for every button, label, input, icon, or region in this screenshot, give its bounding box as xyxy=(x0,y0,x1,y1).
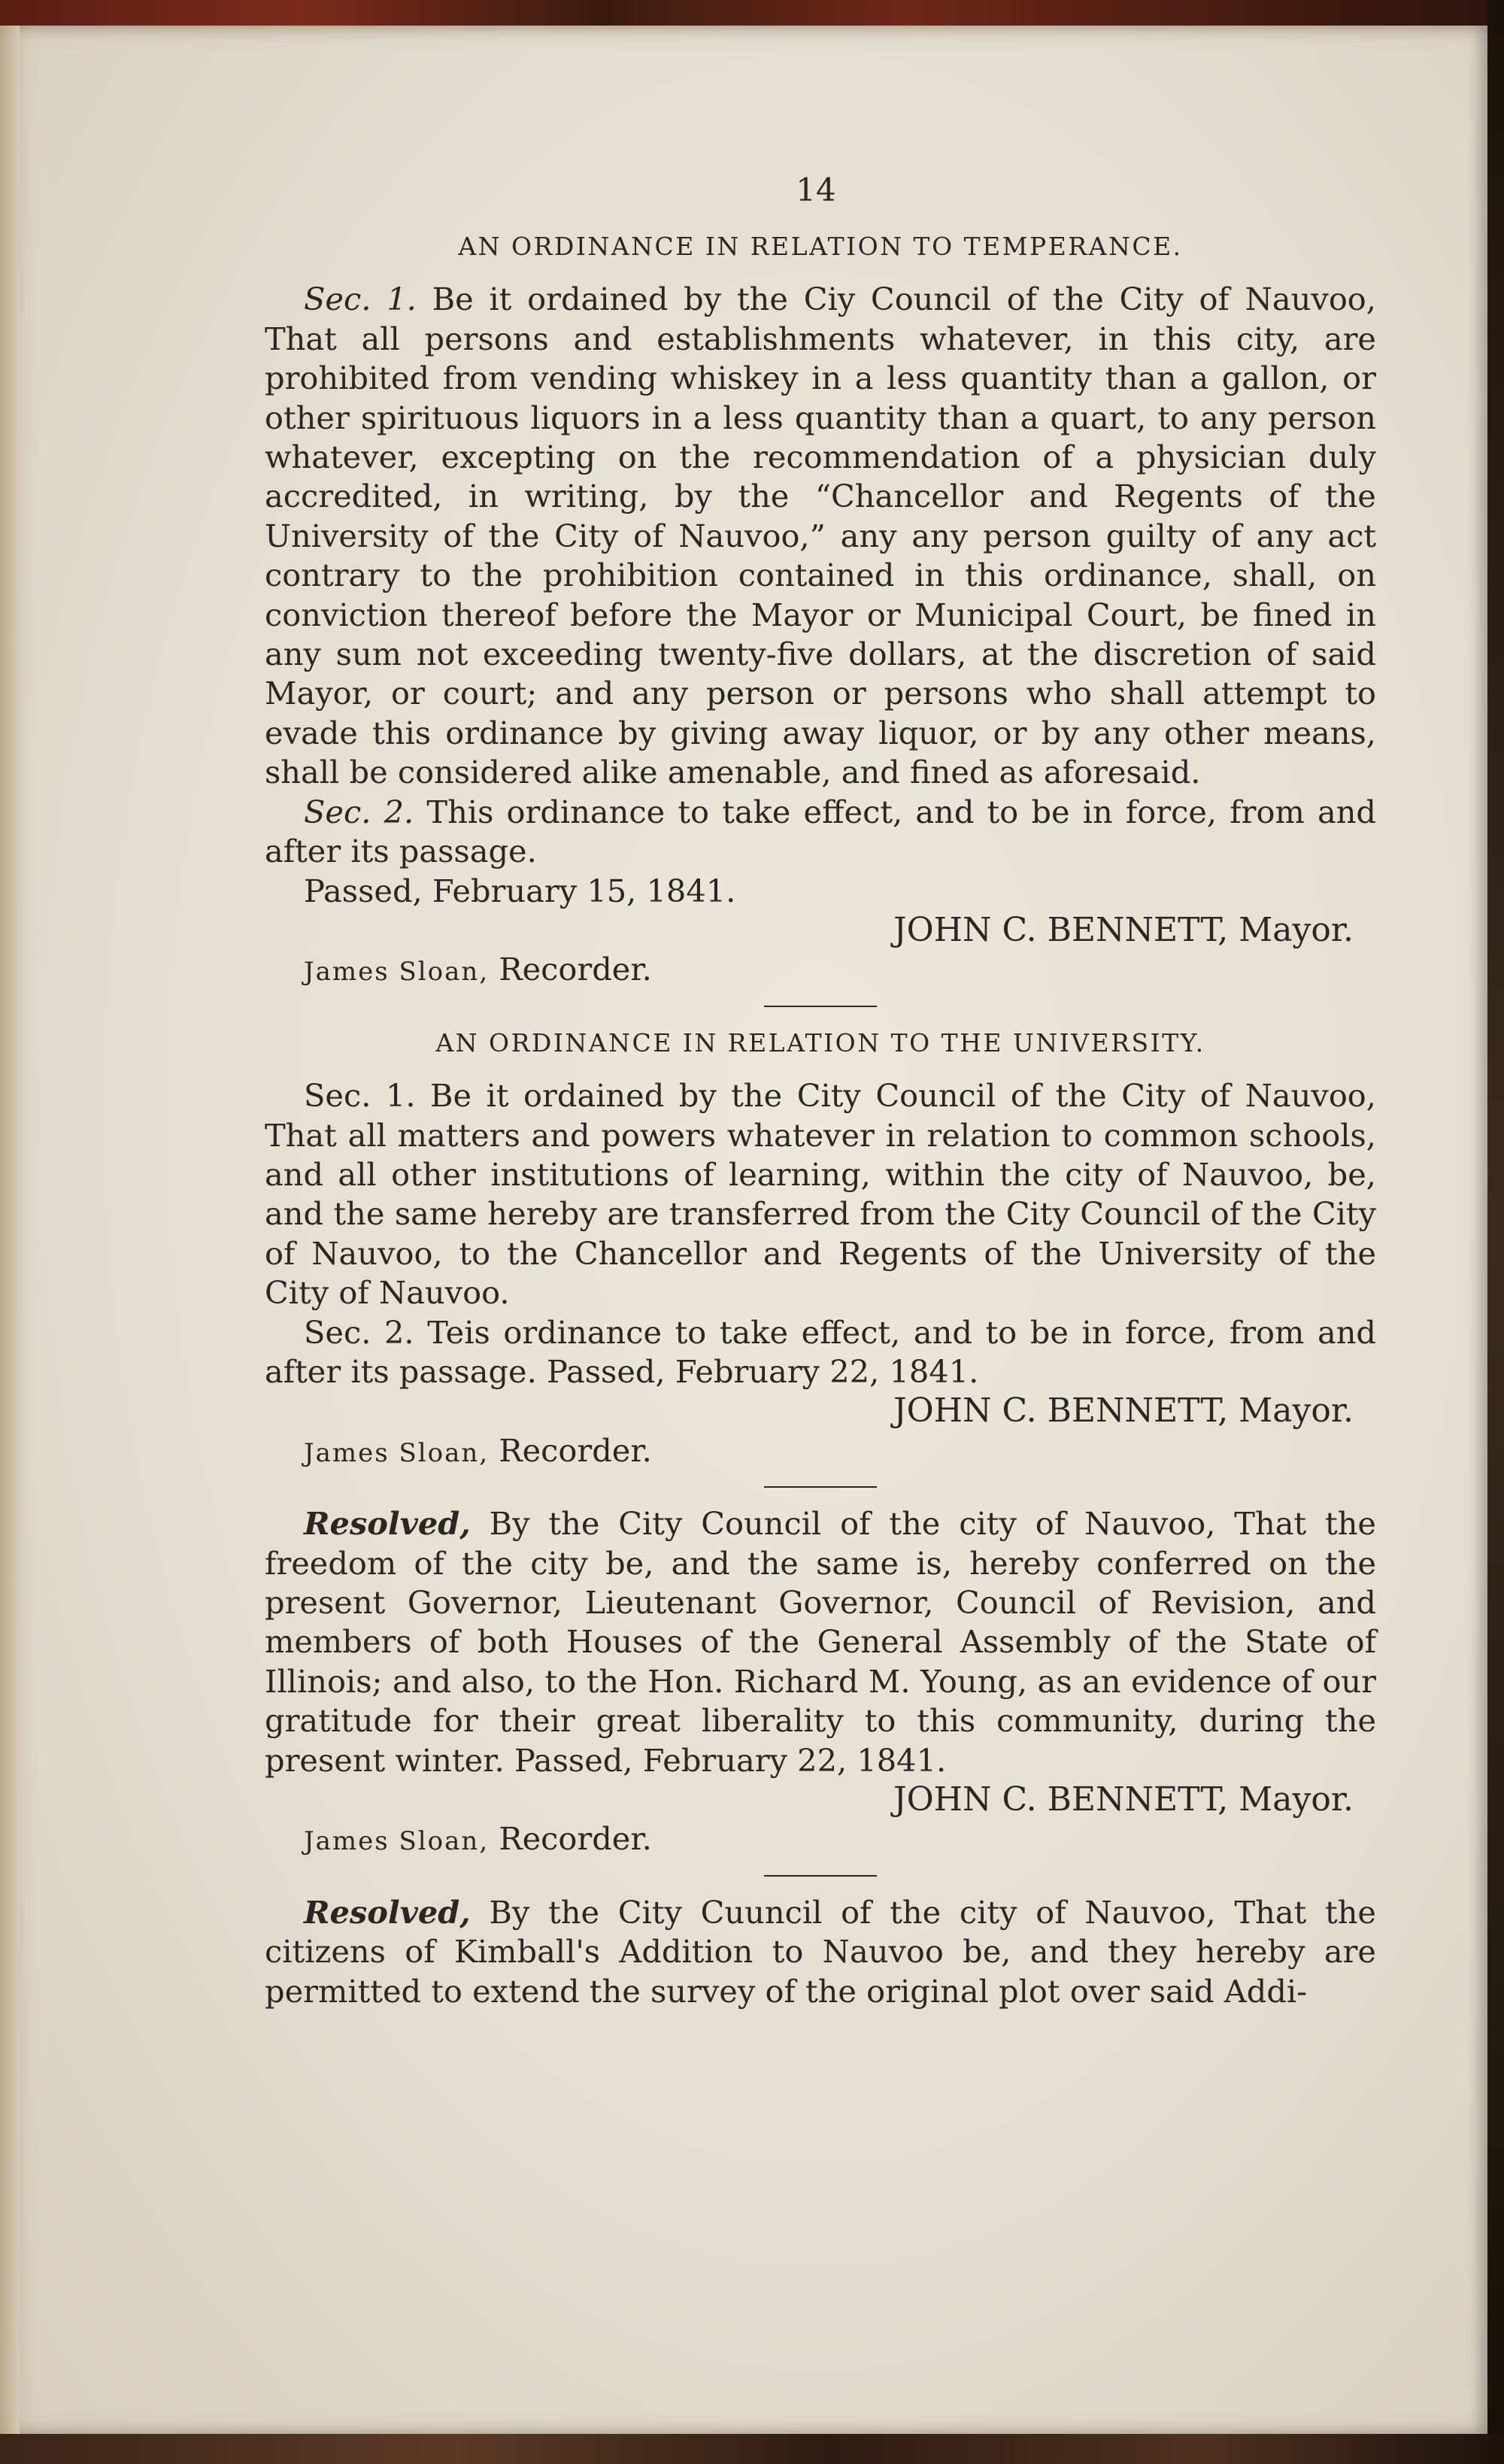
resolution-paragraph xyxy=(265,1893,1376,2011)
resolution-text: By the City Council of the city of Nauvoo, That the freedom of the city be, and the same is, hereby conferred on the present Governor, Lieutenant Governor, Council of Revision, and members of both Houses of the General Assembly of the State of Illinois; and also, to the Hon. Richard M. Young, as an evidence of our gratitude for their great liberality to this community, during the present winter. Passed, February 22, 1841. xyxy=(265,1505,1376,1779)
page-content xyxy=(265,158,1376,2011)
ordinance-heading: AN ORDINANCE IN RELATION TO TEMPERANCE. xyxy=(458,232,1183,261)
recorder-title: Recorder. xyxy=(499,1820,652,1858)
section-divider xyxy=(764,1875,877,1877)
section-divider xyxy=(764,1486,877,1488)
recorder-signature xyxy=(265,1819,1376,1861)
section-label: Sec. 1. xyxy=(304,281,417,318)
section-divider xyxy=(764,1006,877,1007)
resolution-freedom-of-city xyxy=(265,1504,1376,1862)
recorder-title: Recorder. xyxy=(499,1431,652,1469)
section-2-paragraph xyxy=(265,1313,1376,1392)
page-edge-stain xyxy=(0,26,20,2435)
mayor-signature: JOHN C. BENNETT, Mayor. xyxy=(893,1391,1354,1431)
section-label: Sec. 2. xyxy=(304,793,414,830)
book-board-right xyxy=(1487,0,1504,2464)
section-text: Be it ordained by the Ciy Council of the City of Nauvoo, That all persons and establishments whatever, in this city, are prohibited from vending whiskey in a less quantity than a gallon, or other spirituous liquors in a less quantity than a quart, to any person whatever, excepting on the recommendation of a physician duly accredited, in writing, by the “Chancellor and Regents of the University of the City of Nauvoo,” any any person guilty of any act contrary to the prohibition contained in this ordinance, shall, on conviction thereof before the Mayor or Municipal Court, be fined in any sum not exceeding twenty-five dollars, at the discretion of said Mayor, or court; and any person or persons who shall attempt to evade this ordinance by giving away liquor, or by any other means, shall be considered alike amenable, and fined as aforesaid. xyxy=(265,281,1376,791)
ordinance-heading: AN ORDINANCE IN RELATION TO THE UNIVERSITY. xyxy=(435,1027,1205,1058)
ordinance-temperance xyxy=(265,227,1376,992)
section-2-paragraph xyxy=(265,793,1376,872)
page-number: 14 xyxy=(796,171,836,208)
section-label: Sec. 2. xyxy=(304,1313,414,1351)
section-text: Be it ordained by the City Council of the City of Nauvoo, That all matters and powers whatever in relation to common schools, and all other institutions of learning, within the city of Nauvoo, be, and the same hereby are transferred from the City Council of the City of Nauvoo, to the Chancellor and Regents of the University of the City of Nauvoo. xyxy=(265,1077,1376,1312)
resolved-label: Resolved, xyxy=(304,1505,471,1543)
section-label: Sec. 1. xyxy=(304,1077,416,1115)
section-1-paragraph xyxy=(265,280,1376,792)
recorder-signature xyxy=(265,1431,1376,1473)
resolution-paragraph xyxy=(265,1504,1376,1780)
resolved-label: Resolved, xyxy=(304,1893,471,1931)
section-text: Teis ordinance to take effect, and to be in force, from and after its passage. Passed, February 22, 1841. xyxy=(265,1313,1376,1390)
mayor-signature: JOHN C. BENNETT, Mayor. xyxy=(893,1780,1354,1819)
ordinance-university xyxy=(265,1024,1376,1473)
passed-date: Passed, February 15, 1841. xyxy=(304,872,736,909)
mayor-signature: JOHN C. BENNETT, Mayor. xyxy=(893,910,1354,949)
resolution-text: By the City Cuuncil of the city of Nauvoo, That the citizens of Kimball's Addition to Nauvoo be, and they hereby are permitted to extend the survey of the original plot over said Addi- xyxy=(265,1893,1376,2010)
recorder-name: James Sloan, xyxy=(304,1437,490,1468)
section-1-paragraph xyxy=(265,1076,1376,1312)
recorder-name: James Sloan, xyxy=(304,957,490,988)
section-text: This ordinance to take effect, and to be in force, from and after its passage. xyxy=(265,793,1376,870)
book-board-bottom xyxy=(0,2434,1504,2464)
recorder-title: Recorder. xyxy=(499,951,652,988)
recorder-signature xyxy=(265,950,1376,991)
recorder-name: James Sloan, xyxy=(304,1826,490,1857)
resolution-kimball-addition xyxy=(265,1893,1376,2011)
